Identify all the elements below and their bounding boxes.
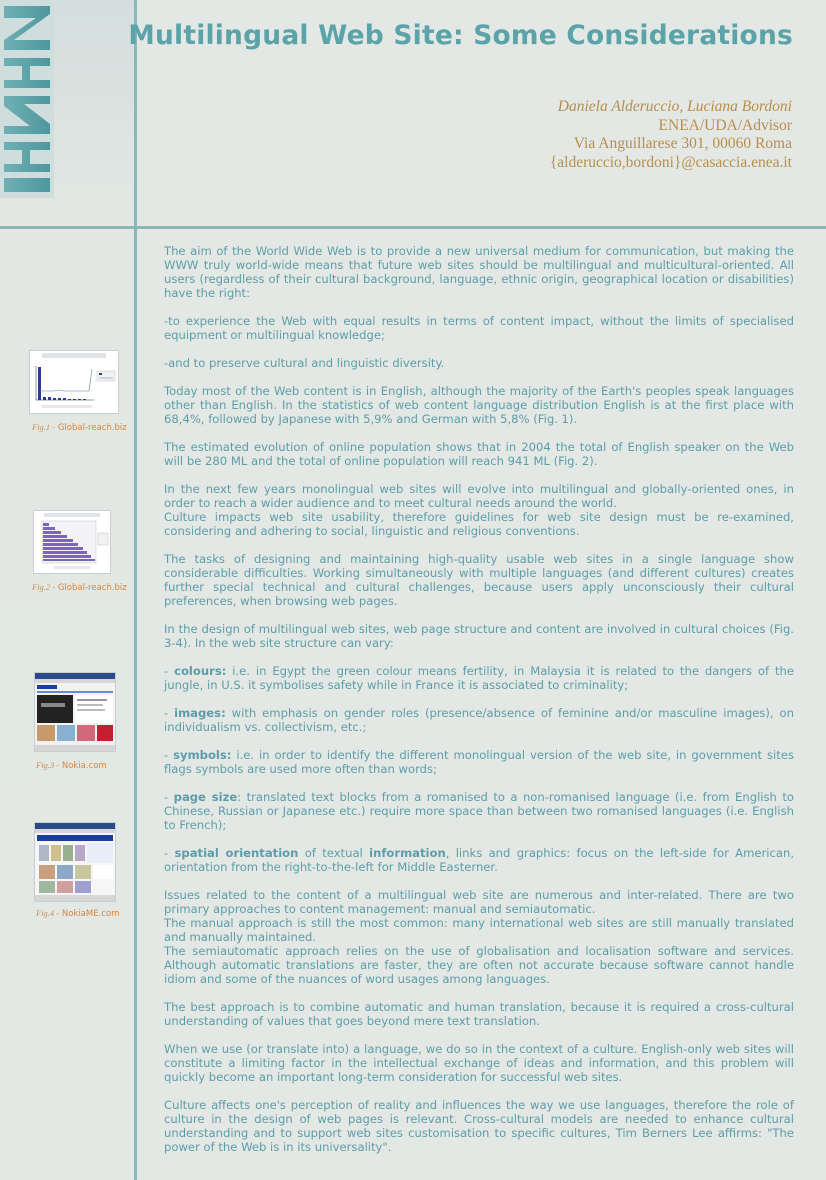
figure-2-thumbnail xyxy=(33,510,111,574)
figure-3-caption: Fig.3 - Nokia.com xyxy=(36,760,107,771)
figure-4-caption: Fig.4 - NokiaME.com xyxy=(36,908,120,919)
figure-4-thumbnail xyxy=(34,822,116,902)
figure-1-thumbnail xyxy=(29,350,119,414)
paragraph: When we use (or translate into) a language, we do so in the context of a culture. English-only web sites will constitute a limiting factor in the intellectual exchange of ideas and information, and this problem will quickly become an important long-term consideration for successful web sites. xyxy=(164,1042,794,1084)
figure-3-screenshot xyxy=(35,673,115,751)
address: Via Anguillarese 301, 00060 Roma xyxy=(573,135,792,152)
paragraph: Issues related to the content of a multilingual web site are numerous and inter-related. There are two primary approaches to content management: manual and semiautomatic. xyxy=(164,888,794,916)
author-names: Daniela Alderuccio, Luciana Bordoni xyxy=(557,98,792,115)
figure-2-chart xyxy=(34,511,110,573)
paragraph: Culture affects one's perception of reality and influences the way we use languages, therefore the role of culture in the design of web pages is relevant. Cross-cultural models are needed to enhance cultural understanding and to support web sites customisation to specific cultures, Tim Berners Lee affirms: "The power of the Web is in its universality". xyxy=(164,1098,794,1154)
list-item-symbols: - symbols: i.e. in order to identify the different monolingual version of the web site, in government sites flags symbols are used more often than words; xyxy=(164,748,794,776)
author-block xyxy=(550,98,792,172)
list-item-page-size: - page size: translated text blocks from a romanised to a non-romanised language (i.e. from English to Chinese, Russian or Japanese etc.) require more space than between two romanised languages (i.e. English to French); xyxy=(164,790,794,832)
list-item-images: - images: with emphasis on gender roles (presence/absence of feminine and/or masculine images), on individualism vs. collectivism, etc.; xyxy=(164,706,794,734)
paragraph: Culture impacts web site usability, therefore guidelines for web site design must be re-examined, considering and adhering to social, linguistic and religious conventions. xyxy=(164,510,794,538)
affiliation: ENEA/UDA/Advisor xyxy=(658,116,792,134)
horizontal-divider xyxy=(0,226,826,229)
paragraph: -to experience the Web with equal results in terms of content impact, without the limits of specialised equipment or multilingual knowledge; xyxy=(164,314,794,342)
list-item-spatial-orientation: - spatial orientation of textual information, links and graphics: focus on the left-side for American, orientation from the right-to-the-left for Middle Easterner. xyxy=(164,846,795,874)
figure-2-caption: Fig.2 - Global-reach.biz xyxy=(32,582,127,593)
paragraph: The semiautomatic approach relies on the use of globalisation and localisation software and services. Although automatic translations are faster, they are often not accurate because software cannot handle idiom and some of the nuances of word usages among languages. xyxy=(164,944,794,986)
paragraph: -and to preserve cultural and linguistic diversity. xyxy=(164,356,445,370)
list-item-colours: - colours: i.e. in Egypt the green colour means fertility, in Malaysia it is related to the dangers of the jungle, in U.S. it symbolises safety while in France it is associated to criminality; xyxy=(164,664,794,692)
paragraph: The estimated evolution of online population shows that in 2004 the total of English speaker on the Web will be 280 ML and the total of online population will reach 941 ML (Fig. 2). xyxy=(164,440,794,468)
figure-4-screenshot xyxy=(35,823,115,901)
figure-1-caption: Fig.1 - Global-reach.biz xyxy=(32,422,127,433)
paragraph: In the design of multilingual web sites, web page structure and content are involved in cultural choices (Fig. 3-4). In the web site structure can vary: xyxy=(164,622,794,650)
paragraph: The aim of the World Wide Web is to provide a new universal medium for communication, but making the WWW truly world-wide means that future web sites should be multilingual and multicultural-oriented. All users (regardless of their cultural background, language, ethnic origin, geographical location or disabilities) have the right: xyxy=(164,244,794,300)
paragraph: The tasks of designing and maintaining high-quality usable web sites in a single language show considerable difficulties. Working simultaneously with multiple languages (and different cultures) creates further special technical and cultural challenges, because users apply unconsciously their cultural preferences, when browsing web pages. xyxy=(164,552,794,608)
paragraph: The manual approach is still the most common: many international web sites are still manually translated and manually maintained. xyxy=(164,916,794,944)
vertical-divider xyxy=(134,0,137,1180)
page-title: Multilingual Web Site: Some Considerations xyxy=(128,20,793,51)
article-body xyxy=(164,244,794,1168)
enea-logo xyxy=(0,0,54,198)
figure-3-thumbnail xyxy=(34,672,116,752)
email: {alderuccio,bordoni}@casaccia.enea.it xyxy=(549,153,792,171)
paragraph: In the next few years monolingual web sites will evolve into multilingual and globally-oriented ones, in order to reach a wider audience and to meet cultural needs around the world. xyxy=(164,482,794,510)
figure-1-chart xyxy=(30,351,118,413)
paragraph: The best approach is to combine automatic and human translation, because it is required a cross-cultural understanding of values that goes beyond mere text translation. xyxy=(164,1000,794,1028)
paragraph: Today most of the Web content is in English, although the majority of the Earth's peoples speak languages other than English. In the statistics of web content language distribution English is at the first place with 68,4%, followed by Japanese with 5,9% and German with 5,8% (Fig. 1). xyxy=(164,384,794,426)
